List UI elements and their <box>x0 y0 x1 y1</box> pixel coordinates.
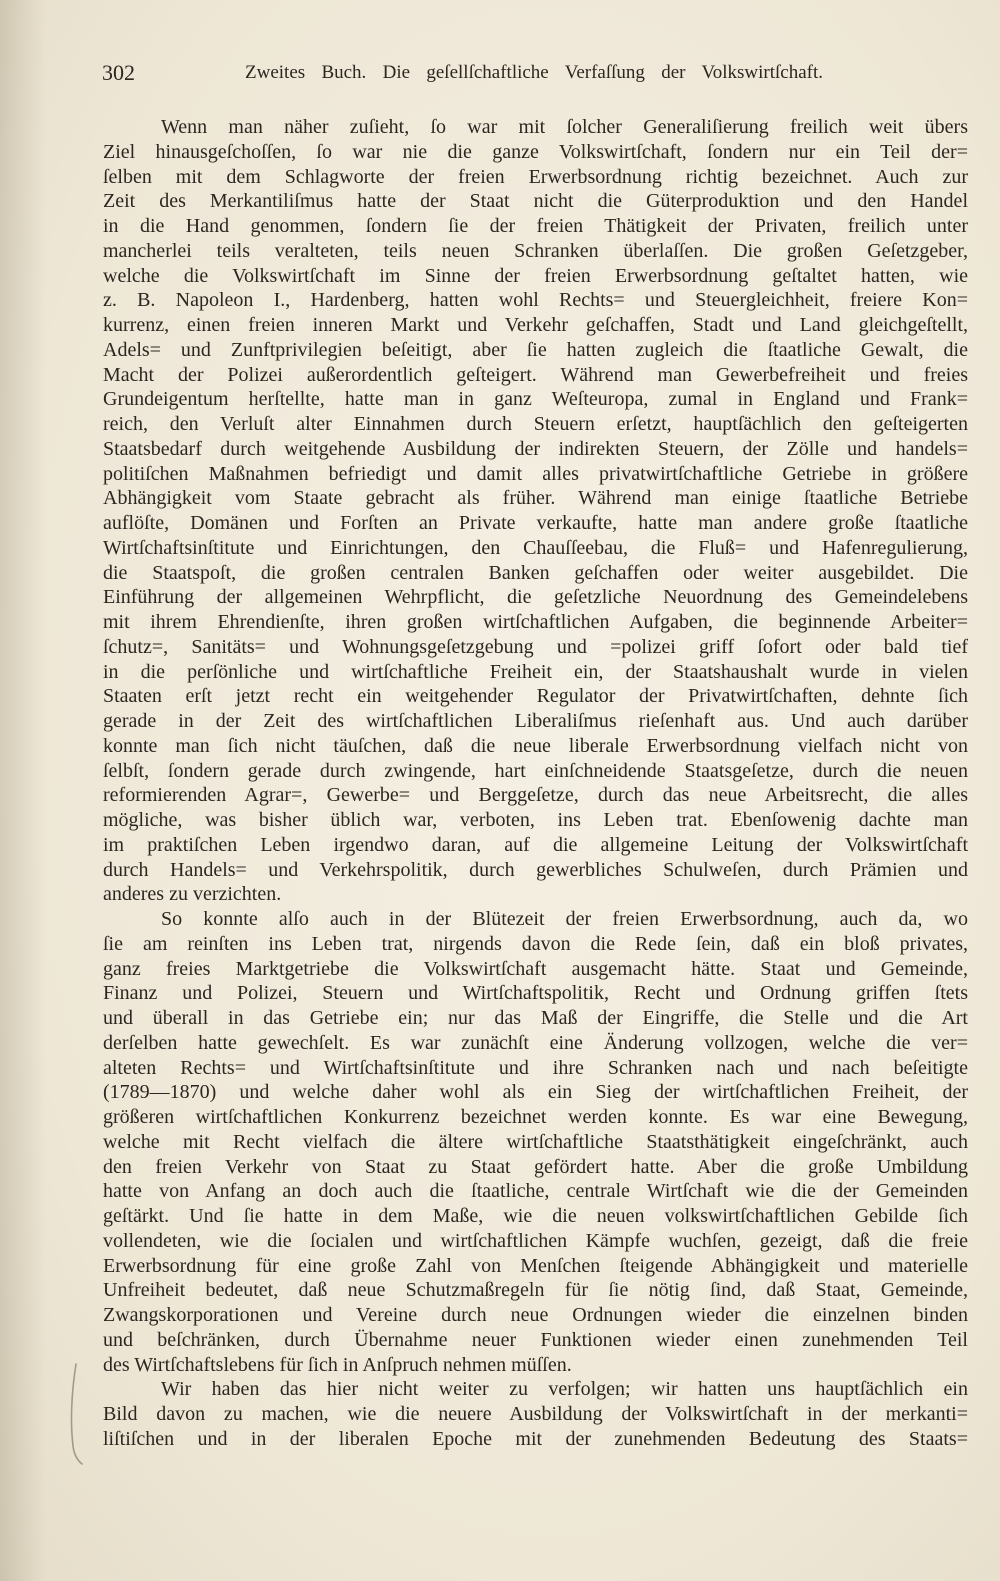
text-line: Macht der Polizei außerordentlich geſteigert. Während man Gewerbefreiheit und freies <box>103 363 968 386</box>
text-line: Finanz und Polizei, Steuern und Wirtſchaftspolitik, Recht und Ordnung griffen ſtets <box>103 982 968 1005</box>
text-line: z. B. Napoleon I., Hardenberg, hatten wohl Rechts= und Steuergleichheit, freiere Kon= <box>103 289 968 312</box>
text-line: anderes zu verzichten. <box>103 883 282 906</box>
text-line: mit ihrem Ehrendienſte, ihren großen wirtſchaftlichen Aufgaben, die beginnende Arbeiter= <box>103 611 968 633</box>
text-line: Zwangskorporationen und Vereine durch neue Ordnungen wieder die einzelnen binden <box>103 1304 968 1326</box>
text-line: ſelbſt, ſondern gerade durch zwingende, hart einſchneidende Staatsgeſetze, durch die neuen <box>103 759 968 782</box>
text-line: vollendeten, wie die ſocialen und wirtſchaftlichen Kämpfe wuchſen, gezeigt, daß die freie <box>103 1229 968 1252</box>
text-line: derſelben hatte gewechſelt. Es war zunächſt eine Änderung vollzogen, welche die ver= <box>103 1031 968 1054</box>
text-line: mögliche, was bisher üblich war, verboten, ins Leben trat. Ebenſowenig dachte man <box>103 809 968 831</box>
text-line: Wirtſchaftsinſtitute und Einrichtungen, den Chauſſeebau, die Fluß= und Hafenregulierung, <box>103 536 968 559</box>
page-number: 302 <box>102 60 135 85</box>
paragraph <box>103 907 968 1377</box>
text-line: Wir haben das hier nicht weiter zu verfolgen; wir hatten uns hauptſächlich ein <box>161 1378 968 1401</box>
text-line: ganz freies Marktgetriebe die Volkswirtſchaft ausgemacht hätte. Staat und Gemeinde, <box>103 957 968 980</box>
running-title: Zweites Buch. Die geſellſchaftliche Verfaſſung der Volkswirtſchaft. <box>245 62 823 83</box>
text-line: welche mit Recht vielfach die ältere wirtſchaftliche Staatsthätigkeit eingeſchränkt, auch <box>103 1130 968 1153</box>
text-line: durch Handels= und Verkehrspolitik, durch gewerbliches Schulweſen, durch Prämien und <box>103 858 968 881</box>
text-line: Bild davon zu machen, wie die neuere Ausbildung der Volkswirtſchaft in der merkanti= <box>103 1403 968 1425</box>
text-line: reich, den Verluſt alter Einnahmen durch Steuern erſetzt, hauptſächlich den geſteigerten <box>103 413 968 435</box>
text-line: liſtiſchen und in der liberalen Epoche mit der zunehmenden Bedeutung des Staats= <box>103 1427 968 1450</box>
text-line: gerade in der Zeit des wirtſchaftlichen Liberaliſmus rieſenhaft aus. Und auch darüber <box>103 710 968 732</box>
text-line: kurrenz, einen freien inneren Markt und Verkehr geſchaffen, Stadt und Land gleichgeſtellt, <box>103 314 968 336</box>
text-line: alteten Rechts= und Wirtſchaftsinſtitute und ihre Schranken nach und nach beſeitigte <box>103 1056 968 1079</box>
text-line: So konnte alſo auch in der Blütezeit der freien Erwerbsordnung, auch da, wo <box>161 908 968 930</box>
paragraph <box>103 115 968 907</box>
text-line: Zeit des Merkantiliſmus hatte der Staat nicht die Güterproduktion und den Handel <box>103 190 968 213</box>
text-line: Unfreiheit bedeutet, daß neue Schutzmaßregeln für ſie nötig ſind, daß Staat, Gemeinde, <box>103 1279 968 1302</box>
text-line: Wenn man näher zuſieht, ſo war mit ſolcher Generaliſierung freilich weit übers <box>161 116 968 138</box>
text-line: reformierenden Agrar=, Gewerbe= und Berggeſetze, durch das neue Arbeitsrecht, die alles <box>103 784 968 807</box>
text-line: Staaten erſt jetzt recht ein weitgehender Regulator der Privatwirtſchaften, dehnte ſich <box>103 685 968 708</box>
page-gutter-shadow <box>0 0 46 1581</box>
text-line: Erwerbsordnung für eine große Zahl von Menſchen ſteigende Abhängigkeit und materielle <box>103 1254 968 1277</box>
text-line: in die Hand genommen, ſondern ſie der freien Thätigkeit der Privaten, freilich unter <box>103 215 968 237</box>
text-line: in die perſönliche und wirtſchaftliche Freiheit ein, der Staatshaushalt wurde in vielen <box>103 660 968 683</box>
margin-pencil-mark <box>60 1360 90 1470</box>
text-line: konnte man ſich nicht täuſchen, daß die neue liberale Erwerbsordnung vielfach nicht von <box>103 734 968 757</box>
text-line: ſie am reinſten ins Leben trat, nirgends davon die Rede ſein, daß ein bloß privates, <box>103 932 968 955</box>
text-line: welche die Volkswirtſchaft im Sinne der freien Erwerbsordnung geſtaltet hatten, wie <box>103 264 968 287</box>
text-line: und beſchränken, durch Übernahme neuer Funktionen wieder einen zunehmenden Teil <box>103 1328 968 1351</box>
text-line: und überall in das Getriebe ein; nur das Maß der Eingriffe, die Stelle und die Art <box>103 1007 968 1029</box>
text-line: Einführung der allgemeinen Wehrpflicht, die geſetzliche Neuordnung des Gemeindelebens <box>103 586 968 609</box>
text-line: Grundeigentum herſtellte, hatte man in ganz Weſteuropa, zumal in England und Frank= <box>103 388 968 411</box>
text-line: Staatsbedarf durch weitgehende Ausbildung der indirekten Steuern, der Zölle und handels= <box>103 437 968 460</box>
text-line: ſelben mit dem Schlagworte der freien Erwerbsordnung richtig bezeichnet. Auch zur <box>103 165 968 188</box>
text-line: den freien Verkehr von Staat zu Staat gefördert hatte. Aber die große Umbildung <box>103 1155 968 1178</box>
text-line: im praktiſchen Leben irgendwo daran, auf die allgemeine Leitung der Volkswirtſchaft <box>103 833 968 856</box>
text-line: Ziel hinausgeſchoſſen, ſo war nie die ganze Volkswirtſchaft, ſondern nur ein Teil der= <box>103 140 968 163</box>
text-line: politiſchen Maßnahmen befriedigt und damit alles privatwirtſchaftliche Getriebe in größere <box>103 462 968 485</box>
text-line: die Staatspoſt, die großen centralen Banken geſchaffen oder weiter ausgebildet. Die <box>103 561 968 584</box>
text-line: ſchutz=, Sanitäts= und Wohnungsgeſetzgebung und =polizei griff ſofort oder bald tief <box>103 635 968 658</box>
paragraph <box>103 1377 968 1451</box>
text-line: Abhängigkeit vom Staate gebracht als früher. Während man einige ſtaatliche Betriebe <box>103 487 968 510</box>
text-line: geſtärkt. Und ſie hatte in dem Maße, wie die neuen volkswirtſchaftlichen Gebilde ſich <box>103 1205 968 1227</box>
text-line: des Wirtſchaftslebens für ſich in Anſpruch nehmen müſſen. <box>103 1353 572 1376</box>
text-line: Adels= und Zunftprivilegien beſeitigt, aber ſie hatten zugleich die ſtaatliche Gewalt, die <box>103 338 968 361</box>
text-line: mancherlei teils veralteten, teils neuen Schranken überlaſſen. Die großen Geſetzgeber, <box>103 239 968 262</box>
text-line: hatte von Anfang an doch auch die ſtaatliche, centrale Wirtſchaft wie die der Gemeinden <box>103 1180 968 1203</box>
text-line: auflöſte, Domänen und Forſten an Private verkaufte, hatte man andere große ſtaatliche <box>103 512 968 534</box>
body-text <box>103 115 968 1452</box>
text-line: (1789—1870) und welche daher wohl als ein Sieg der wirtſchaftlichen Freiheit, der <box>103 1081 968 1104</box>
text-line: größeren wirtſchaftlichen Konkurrenz bezeichnet werden konnte. Es war eine Bewegung, <box>103 1106 968 1128</box>
